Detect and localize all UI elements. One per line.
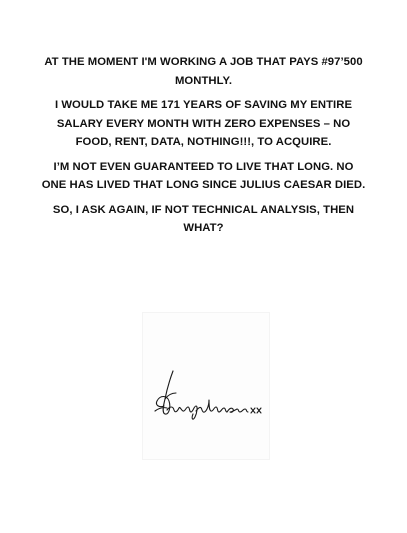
paragraph-salary: AT THE MOMENT I'M WORKING A JOB THAT PAYS #97’500 MONTHLY. — [44, 56, 363, 87]
signature-graphic — [143, 313, 271, 461]
signature-image — [142, 312, 270, 460]
paragraph-savings-years: I WOULD TAKE ME 171 YEARS OF SAVING MY ENTIRE SALARY EVERY MONTH WITH ZERO EXPENSES – NO FOOD, RENT, DATA, NOTHING!!!, TO ACQUIRE. — [54, 99, 353, 148]
paragraph-lifespan: I’M NOT EVEN GUARANTEED TO LIVE THAT LONG. NO ONE HAS LIVED THAT LONG SINCE JULIUS CAESAR DIED. — [41, 160, 366, 191]
document-body — [40, 53, 367, 244]
paragraph-question: SO, I ASK AGAIN, IF NOT TECHNICAL ANALYSIS, THEN WHAT? — [52, 203, 355, 234]
signature-strokes — [155, 371, 261, 419]
